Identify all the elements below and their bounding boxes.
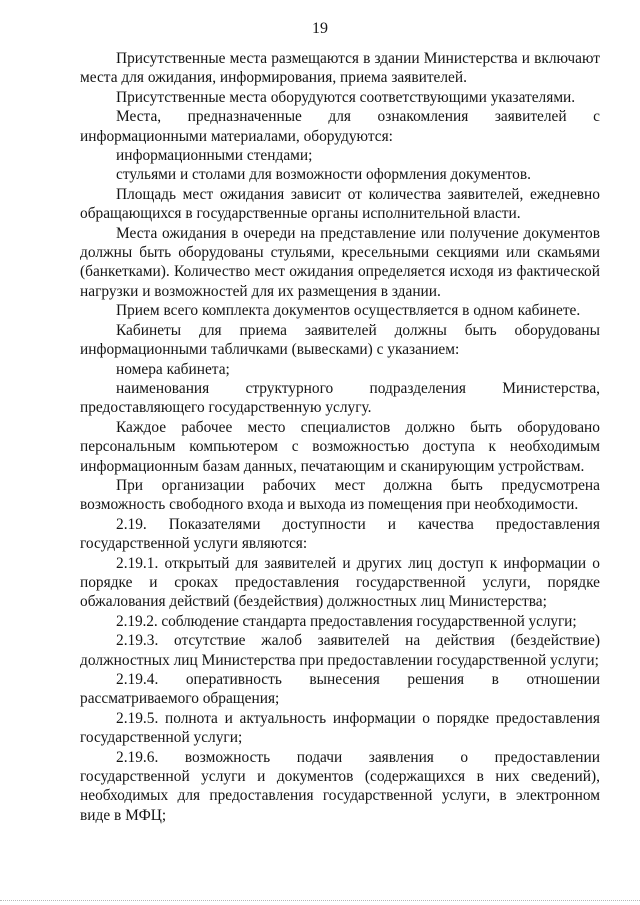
paragraph-waiting-seats: Места ожидания в очереди на представление или получение документов должны быть оборудованы стульями, кресельными секциями или скамьями (банкетками). Количество мест ожидания определяется исходя из фактической нагрузки и возможностей для их размещения в здании.	[80, 224, 600, 300]
page-number: 19	[312, 20, 328, 37]
paragraph-premises-signs: Присутственные места оборудуются соответствующими указателями.	[116, 88, 576, 106]
list-item-department-name: наименования структурного подразделения Министерства, предоставляющего государственную услугу.	[80, 379, 600, 417]
item-2-19-5: 2.19.5. полнота и актуальность информации о порядке предоставления государственной услуги;	[80, 709, 600, 747]
item-2-19-4: 2.19.4. оперативность вынесения решения в отношении рассматриваемого обращения;	[80, 671, 600, 708]
item-2-19-2: 2.19.2. соблюдение стандарта предоставления государственной услуги;	[116, 612, 577, 630]
page-bottom-edge	[0, 900, 640, 902]
paragraph-office-signs: Кабинеты для приема заявителей должны быть оборудованы информационными табличками (вывесками) с указанием:	[80, 321, 600, 359]
paragraph-premises-location: Присутственные места размещаются в здании Министерства и включают места для ожидания, информирования, приема заявителей.	[80, 50, 600, 87]
document-body	[80, 49, 600, 825]
list-item-info-stands: информационными стендами;	[116, 147, 313, 165]
paragraph-info-places: Места, предназначенные для ознакомления заявителей с информационными материалами, оборудуются:	[80, 108, 600, 145]
item-2-19-3: 2.19.3. отсутствие жалоб заявителей на действия (бездействие) должностных лиц Министерства при предоставлении государственной услуги;	[80, 632, 600, 669]
list-item-room-number: номера кабинета;	[116, 360, 230, 378]
paragraph-single-office: Прием всего комплекта документов осуществляется в одном кабинете.	[116, 302, 581, 320]
paragraph-workplace-access: При организации рабочих мест должна быть предусмотрена возможность свободного входа и выхода из помещения при необходимости.	[80, 476, 600, 514]
item-2-19-6: 2.19.6. возможность подачи заявления о предоставлении государственной услуги и документов (содержащихся в них сведений), необходимых для предоставления государственной услуги, в электронном виде в МФЦ;	[80, 748, 600, 824]
paragraph-waiting-area: Площадь мест ожидания зависит от количества заявителей, ежедневно обращающихся в государственные органы исполнительной власти.	[80, 185, 600, 223]
paragraph-workplace-equipment: Каждое рабочее место специалистов должно быть оборудовано персональным компьютером с возможностью доступа к необходимым информационным базам данных, печатающим и сканирующим устройствам.	[80, 418, 600, 475]
item-2-19-1: 2.19.1. открытый для заявителей и других лиц доступ к информации о порядке и сроках предоставления государственной услуги, порядке обжалования действий (бездействия) должностных лиц Министерства;	[80, 554, 600, 611]
list-item-chairs-tables: стульями и столами для возможности оформления документов.	[116, 166, 531, 184]
section-2-19-heading: 2.19. Показателями доступности и качества предоставления государственной услуги являются:	[80, 515, 600, 553]
